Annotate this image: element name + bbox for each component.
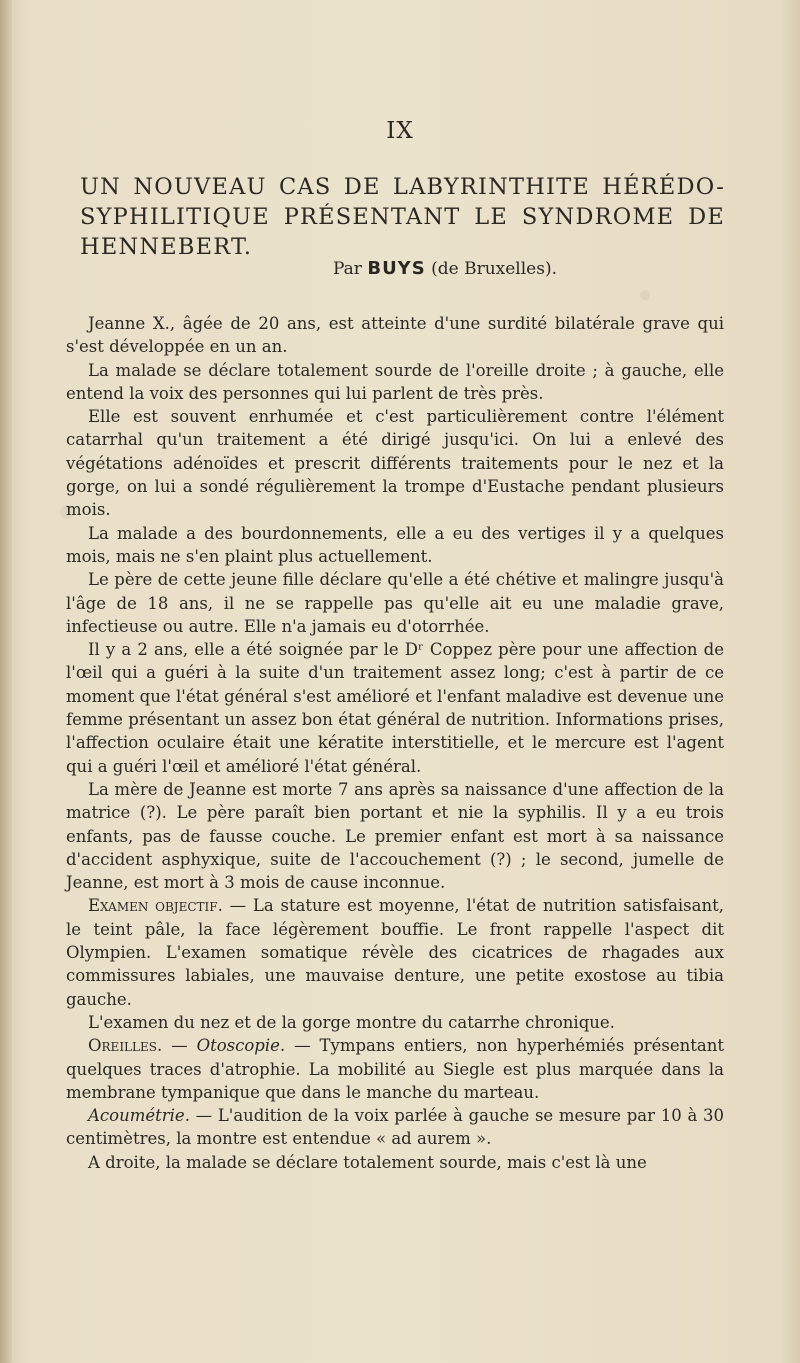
dash: — <box>162 1036 197 1056</box>
byline <box>0 258 800 279</box>
subheading-otoscopie: Otoscopie. <box>196 1036 286 1056</box>
author-name: BUYS <box>367 258 426 279</box>
paragraph-text: — La stature est moyenne, l'état de nutrition satisfaisant, le teint pâle, la face légèrement bouffie. Le front rappelle l'aspect dit Olympien. L'examen somatique révèle des cicatrices de rhagades aux commissures labiales, une mauvaise denture, une petite exostose au tibia gauche. <box>66 896 724 1009</box>
chapter-number: IX <box>386 118 414 144</box>
book-spine-shadow <box>0 0 12 1363</box>
paragraph-text: — Tympans entiers, non hyperhémiés présentant quelques traces d'atrophie. La mobilité au Siegle est plus marquée dans la membrane tympanique que dans le manche du marteau. <box>66 1036 724 1102</box>
paper-stain <box>640 290 650 300</box>
paragraph <box>66 1034 724 1104</box>
paragraph: Il y a 2 ans, elle a été soignée par le Dʳ Coppez père pour une affection de l'œil qui a guéri à la suite d'un traitement assez long; c'est à partir de ce moment que l'état général s'est amélioré et l'enfant maladive est devenue une femme présentant un assez bon état général de nutrition. Informations prises, l'affection oculaire était une kératite interstitielle, et le mercure est l'agent qui a guéri l'œil et amélioré l'état général. <box>66 640 724 776</box>
paragraph-text: — L'audition de la voix parlée à gauche se mesure par 10 à 30 centimètres, la montre est entendue « ad aurem ». <box>66 1106 724 1149</box>
section-heading-examen: Examen objectif. <box>88 896 223 916</box>
paragraph: Le père de cette jeune fille déclare qu'elle a été chétive et malingre jusqu'à l'âge de 18 ans, il ne se rappelle pas qu'elle ait eu une maladie grave, infectieuse ou autre. Elle n'a jamais eu d'otorrhée. <box>66 570 724 636</box>
section-heading-oreilles: Oreilles. <box>88 1036 163 1056</box>
article-title: UN NOUVEAU CAS DE LABYRINTHITE HÉRÉDO-SYPHILITIQUE PRÉSENTANT LE SYNDROME DE HENNEBERT. <box>80 174 725 260</box>
paragraph: Elle est souvent enrhumée et c'est particulièrement contre l'élément catarrhal qu'un traitement a été dirigé jusqu'ici. On lui a enlevé des végétations adénoïdes et prescrit différents traitements pour le nez et la gorge, on lui a sondé régulièrement la trompe d'Eustache pendant plusieurs mois. <box>66 407 724 520</box>
paragraph: L'examen du nez et de la gorge montre du catarrhe chronique. <box>88 1012 615 1032</box>
paragraph: La malade a des bourdonnements, elle a eu des vertiges il y a quelques mois, mais ne s'en plaint plus actuellement. <box>66 523 724 566</box>
article-body <box>66 312 724 1174</box>
author-affiliation: (de Bruxelles). <box>431 259 557 279</box>
byline-prefix: Par <box>333 259 362 279</box>
paragraph: Jeanne X., âgée de 20 ans, est atteinte d'une surdité bilatérale grave qui s'est développée en un an. <box>66 314 724 357</box>
paragraph: La malade se déclare totalement sourde de l'oreille droite ; à gauche, elle entend la voix des personnes qui lui parlent de très près. <box>66 360 724 403</box>
paragraph: La mère de Jeanne est morte 7 ans après sa naissance d'une affection de la matrice (?). Le père paraît bien portant et nie la syphilis. Il y a eu trois enfants, pas de fausse couche. Le premier enfant est mort à sa naissance d'accident asphyxique, suite de l'accouchement (?) ; le second, jumelle de Jeanne, est mort à 3 mois de cause inconnue. <box>66 779 724 893</box>
subheading-acoumetrie: Acoumétrie. <box>88 1106 190 1126</box>
paragraph <box>66 1104 724 1151</box>
paragraph: A droite, la malade se déclare totalement sourde, mais c'est là une <box>88 1152 647 1172</box>
paragraph <box>66 894 724 1010</box>
